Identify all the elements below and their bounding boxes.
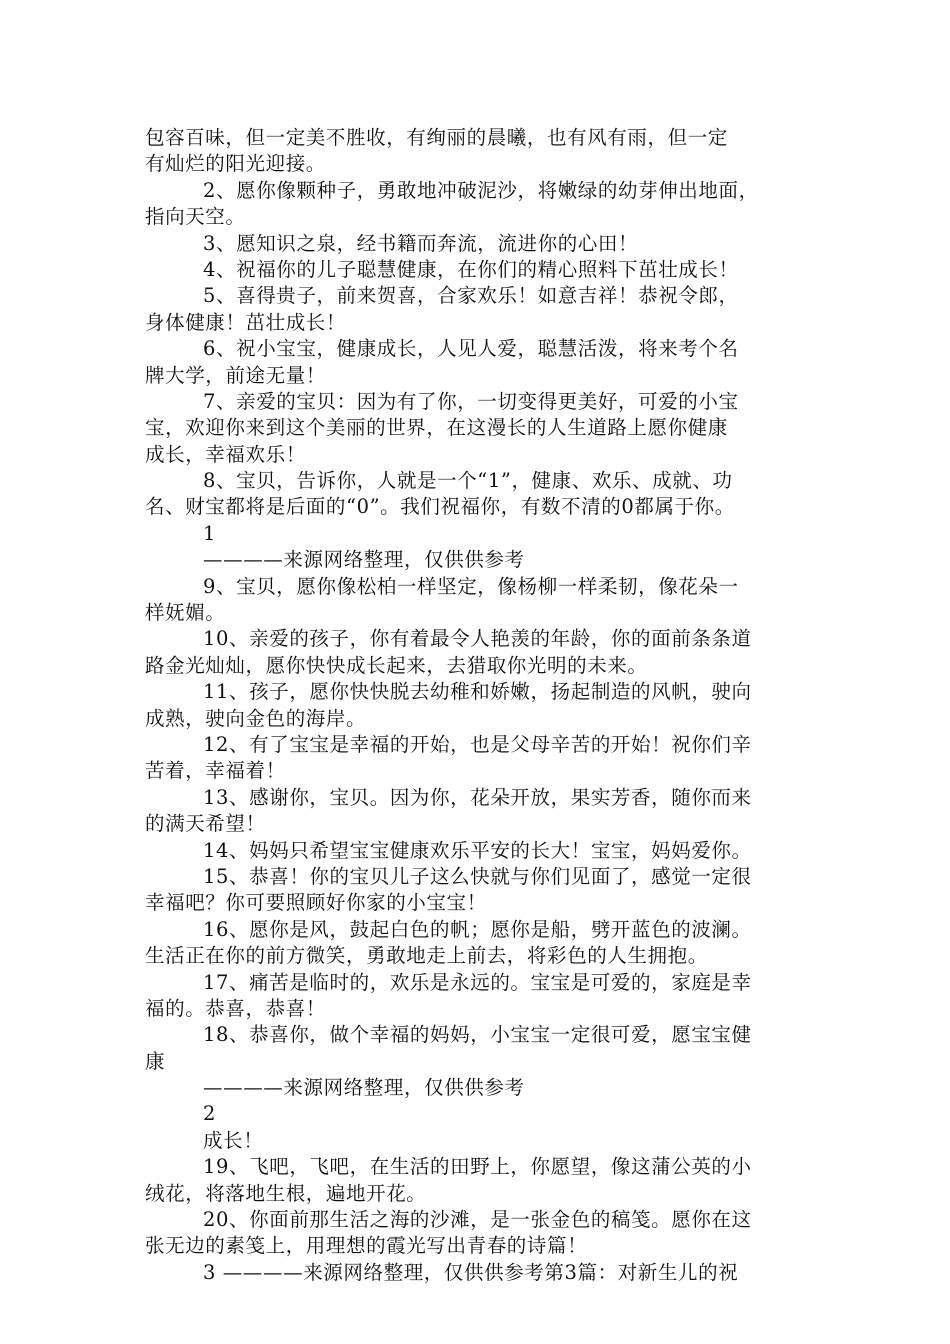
text-line: 11、孩子，愿你快快脱去幼稚和娇嫩，扬起制造的风帆，驶向 <box>203 680 752 704</box>
text-line: 身体健康！茁壮成长！ <box>145 310 347 334</box>
text-line: 张无边的素笺上，用理想的霞光写出青春的诗篇！ <box>145 1234 588 1258</box>
text-line: 12、有了宝宝是幸福的开始，也是父母辛苦的开始！祝你们辛 <box>203 732 752 756</box>
text-line: 成长，幸福欢乐！ <box>145 442 306 466</box>
text-line: 名、财宝都将是后面的“0”。我们祝福你，有数不清的0都属于你。 <box>145 495 735 519</box>
text-line: 牌大学，前途无量！ <box>145 363 326 387</box>
text-line: 样妩媚。 <box>145 601 226 625</box>
text-line: 7、亲爱的宝贝：因为有了你，一切变得更美好，可爱的小宝 <box>203 389 739 413</box>
text-line: 康 <box>145 1049 166 1073</box>
text-line: 2、愿你像颗种子，勇敢地冲破泥沙，将嫩绿的幼芽伸出地面， <box>203 178 759 202</box>
text-line: 福的。恭喜，恭喜！ <box>145 996 326 1020</box>
text-line: 18、恭喜你，做个幸福的妈妈，小宝宝一定很可爱，愿宝宝健 <box>203 1023 752 1047</box>
text-line: 绒花，将落地生根，遍地开花。 <box>145 1181 427 1205</box>
text-line: 15、恭喜！你的宝贝儿子这么快就与你们见面了，感觉一定很 <box>203 864 752 888</box>
text-line: 成熟，驶向金色的海岸。 <box>145 706 367 730</box>
text-line: 5、喜得贵子，前来贺喜，合家欢乐！如意吉祥！恭祝令郎， <box>203 284 739 308</box>
text-line: 3、愿知识之泉，经书籍而奔流，流进你的心田！ <box>203 231 639 255</box>
text-line: 13、感谢你，宝贝。因为你，花朵开放，果实芳香，随你而来 <box>203 785 752 809</box>
text-line: ————来源网络整理，仅供供参考 <box>203 1076 525 1100</box>
text-line: 指向天空。 <box>145 205 246 229</box>
text-line: 20、你面前那生活之海的沙滩，是一张金色的稿笺。愿你在这 <box>203 1208 752 1232</box>
text-line: 生活正在你的前方微笑，勇敢地走上前去，将彩色的人生拥抱。 <box>145 944 708 968</box>
text-line: 10、亲爱的孩子，你有着最令人艳羡的年龄，你的面前条条道 <box>203 627 752 651</box>
text-line: 幸福吧？你可要照顾好你家的小宝宝！ <box>145 891 487 915</box>
text-line: 包容百味，但一定美不胜收，有绚丽的晨曦，也有风有雨，但一定 <box>145 126 728 149</box>
text-line: 路金光灿灿，愿你快快成长起来，去猎取你光明的未来。 <box>145 653 648 677</box>
text-line: 14、妈妈只希望宝宝健康欢乐平安的长大！宝宝，妈妈爱你。 <box>203 838 752 862</box>
text-line: 2 <box>203 1102 217 1126</box>
text-line: 的满天希望！ <box>145 812 266 836</box>
text-line: 3 ————来源网络整理，仅供供参考第3篇：对新生儿的祝 <box>203 1260 739 1284</box>
text-line: 17、痛苦是临时的，欢乐是永远的。宝宝是可爱的，家庭是幸 <box>203 970 752 994</box>
text-line: 19、飞吧，飞吧，在生活的田野上，你愿望，像这蒲公英的小 <box>203 1155 752 1179</box>
text-line: 4、祝福你的儿子聪慧健康，在你们的精心照料下茁壮成长！ <box>203 257 739 281</box>
text-line: 有灿烂的阳光迎接。 <box>145 152 326 176</box>
text-line: 宝，欢迎你来到这个美丽的世界，在这漫长的人生道路上愿你健康 <box>145 416 728 440</box>
text-line: 成长！ <box>203 1128 264 1152</box>
text-line: 1 <box>203 521 217 545</box>
text-line: 9、宝贝，愿你像松柏一样坚定，像杨柳一样柔韧，像花朵一 <box>203 574 739 598</box>
text-line: 8、宝贝，告诉你，人就是一个“1”，健康、欢乐、成就、功 <box>203 469 733 493</box>
text-line: 苦着，幸福着！ <box>145 759 286 783</box>
document-body <box>145 125 815 1286</box>
text-line: ————来源网络整理，仅供供参考 <box>203 548 525 572</box>
text-line: 16、愿你是风，鼓起白色的帆；愿你是船，劈开蓝色的波澜。 <box>203 917 752 941</box>
text-line: 6、祝小宝宝，健康成长，人见人爱，聪慧活泼，将来考个名 <box>203 337 739 361</box>
